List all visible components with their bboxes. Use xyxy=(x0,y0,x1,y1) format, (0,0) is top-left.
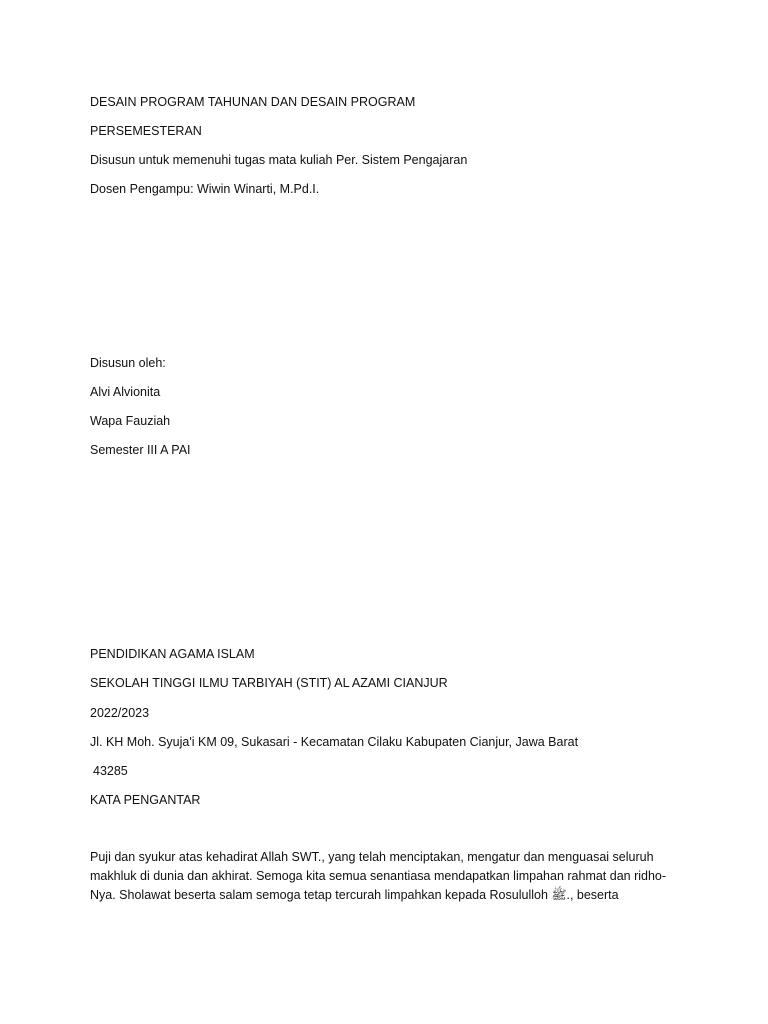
preface-line: makhluk di dunia dan akhirat. Semoga kita semua senantiasa mendapatkan limpahan rahmat dan ridho- xyxy=(90,869,667,883)
postal-code: 43285 xyxy=(93,764,128,778)
preface-line: Nya. Sholawat beserta salam semoga tetap tercurah limpahkan kepada Rosululloh ﷺ., beserta xyxy=(90,888,619,902)
document-title-line1: DESAIN PROGRAM TAHUNAN DAN DESAIN PROGRAM xyxy=(90,95,416,109)
preface-line: Puji dan syukur atas kehadirat Allah SWT., yang telah menciptakan, mengatur dan menguasai seluruh xyxy=(90,850,654,864)
document-title-line2: PERSEMESTERAN xyxy=(90,124,202,138)
address-text: Jl. KH Moh. Syuja'i KM 09, Sukasari - Kecamatan Cilaku Kabupaten Cianjur, Jawa Barat xyxy=(90,735,579,749)
purpose-text: Disusun untuk memenuhi tugas mata kuliah Per. Sistem Pengajaran xyxy=(90,153,468,167)
author-name: Wapa Fauziah xyxy=(90,414,171,428)
institution-name: SEKOLAH TINGGI ILMU TARBIYAH (STIT) AL AZAMI CIANJUR xyxy=(90,676,448,690)
author-name: Alvi Alvionita xyxy=(90,385,161,399)
preface-heading: KATA PENGANTAR xyxy=(90,793,201,807)
lecturer-text: Dosen Pengampu: Wiwin Winarti, M.Pd.I. xyxy=(90,182,320,196)
preface-paragraph xyxy=(90,848,680,905)
semester-text: Semester III A PAI xyxy=(90,443,191,457)
program-name: PENDIDIKAN AGAMA ISLAM xyxy=(90,647,255,661)
authored-by-label: Disusun oleh: xyxy=(90,356,166,370)
academic-year: 2022/2023 xyxy=(90,706,150,720)
